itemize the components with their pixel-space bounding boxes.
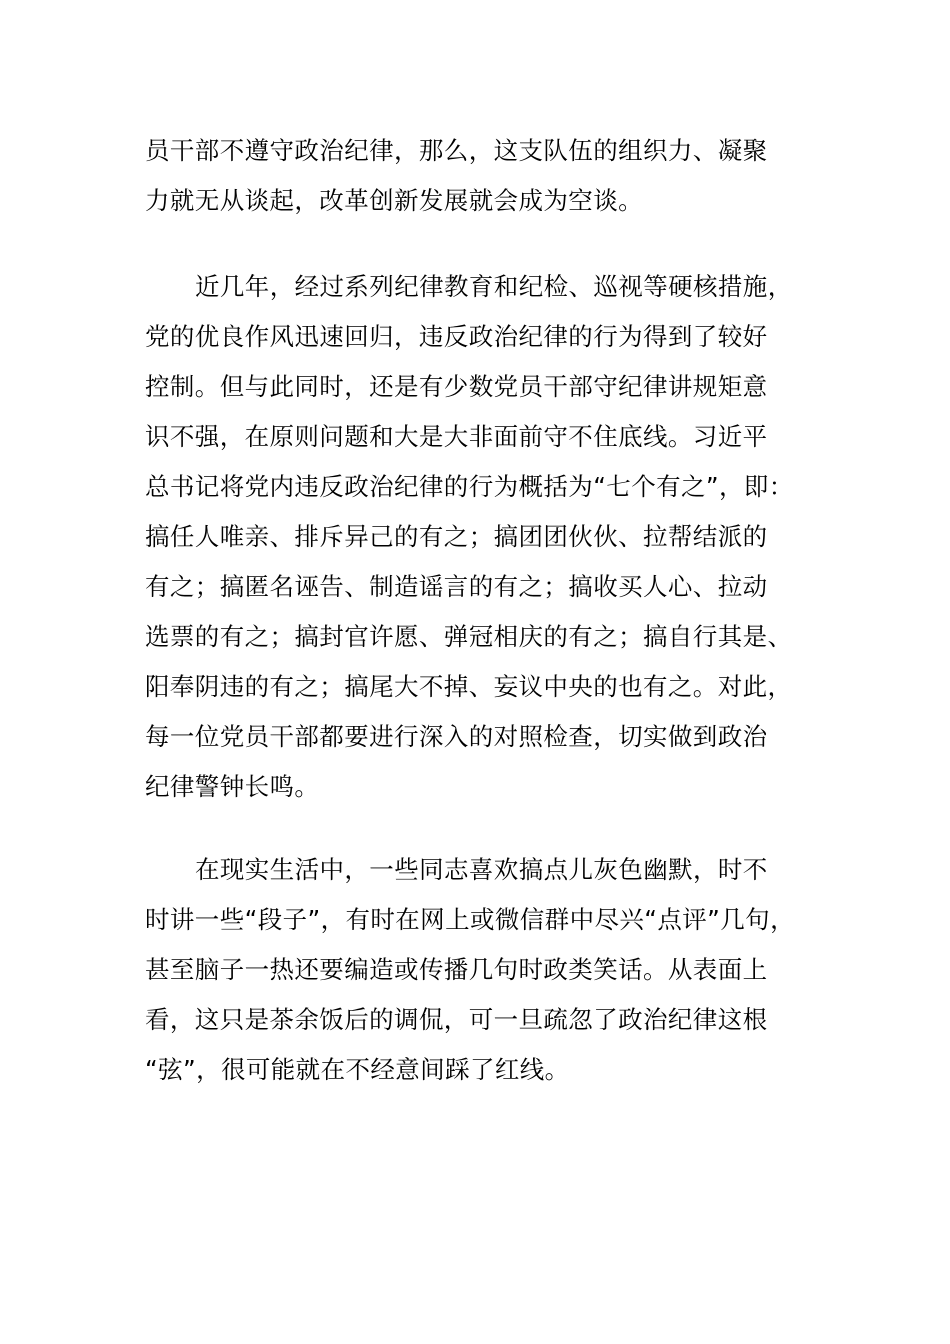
text-line: 阳奉阴违的有之；搞尾大不掉、妄议中央的也有之。对此， <box>145 672 793 701</box>
text-line: 甚至脑子一热还要编造或传播几句时政类笑话。从表面上 <box>145 955 768 984</box>
text-line: 员干部不遵守政治纪律，那么，这支队伍的组织力、凝聚 <box>145 136 768 165</box>
text-line: 识不强，在原则问题和大是大非面前守不住底线。习近平 <box>145 422 768 451</box>
paragraph-political-discipline <box>145 262 815 812</box>
paragraph-continuation <box>145 126 815 226</box>
text-line: 控制。但与此同时，还是有少数党员干部守纪律讲规矩意 <box>145 372 768 401</box>
paragraph-real-life <box>145 845 815 1095</box>
text-line: 力就无从谈起，改革创新发展就会成为空谈。 <box>145 186 643 215</box>
text-line: 总书记将党内违反政治纪律的行为概括为“七个有之”，即： <box>145 472 794 501</box>
text-line: 在现实生活中，一些同志喜欢搞点儿灰色幽默，时不 <box>195 855 768 884</box>
text-line: 每一位党员干部都要进行深入的对照检查，切实做到政治 <box>145 722 768 751</box>
text-line: 时讲一些“段子”，有时在网上或微信群中尽兴“点评”几句， <box>145 905 795 934</box>
text-line: 有之；搞匿名诬告、制造谣言的有之；搞收买人心、拉动 <box>145 572 768 601</box>
text-line: 看，这只是茶余饭后的调侃，可一旦疏忽了政治纪律这根 <box>145 1005 768 1034</box>
text-line: “弦”，很可能就在不经意间踩了红线。 <box>145 1055 570 1084</box>
text-line: 纪律警钟长鸣。 <box>145 772 320 801</box>
text-line: 选票的有之；搞封官许愿、弹冠相庆的有之；搞自行其是、 <box>145 622 793 651</box>
text-line: 近几年，经过系列纪律教育和纪检、巡视等硬核措施， <box>195 272 793 301</box>
text-line: 党的优良作风迅速回归，违反政治纪律的行为得到了较好 <box>145 322 768 351</box>
text-line: 搞任人唯亲、排斥异己的有之；搞团团伙伙、拉帮结派的 <box>145 522 768 551</box>
